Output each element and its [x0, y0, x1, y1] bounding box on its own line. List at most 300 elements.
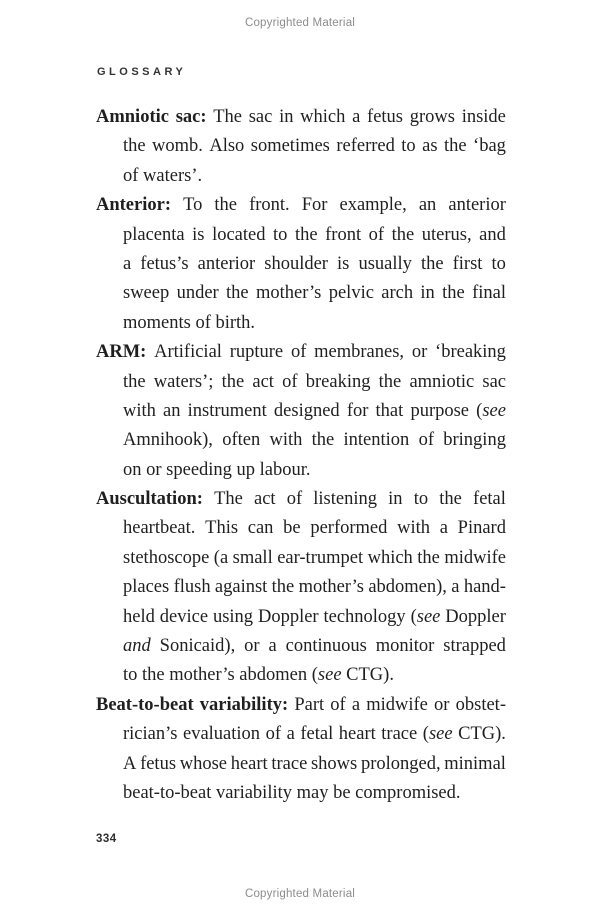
word-part: placenta — [123, 224, 185, 245]
word-part: or — [411, 342, 428, 363]
word — [434, 691, 449, 720]
glossary-entry — [96, 338, 506, 485]
word-part: hand- — [463, 577, 506, 598]
word-part: technology — [323, 606, 406, 627]
word — [286, 632, 367, 661]
text-line — [123, 720, 506, 749]
word — [269, 426, 302, 455]
copyright-notice-top: Copyrighted Material — [244, 17, 356, 29]
word — [264, 250, 328, 279]
word-part: obstet- — [455, 694, 506, 715]
word — [209, 132, 244, 161]
word-part: sac — [482, 371, 506, 392]
word — [273, 221, 287, 250]
word — [154, 368, 214, 397]
word-part: front — [325, 224, 362, 245]
word — [453, 250, 483, 279]
word-part: ( — [422, 724, 429, 745]
word-part: shoulder — [264, 253, 328, 274]
word — [445, 603, 506, 632]
word — [192, 221, 204, 250]
word-part: Part — [294, 694, 325, 715]
word-part: in — [420, 283, 435, 304]
word — [329, 279, 374, 308]
word — [123, 221, 185, 250]
word — [339, 191, 406, 220]
word — [310, 514, 387, 543]
word — [274, 397, 340, 426]
word-part: membranes, — [314, 342, 405, 363]
word-part: device — [159, 606, 209, 627]
word-part: places — [123, 577, 170, 598]
word — [419, 191, 436, 220]
word — [188, 397, 267, 426]
word — [226, 279, 249, 308]
word-part: a — [451, 577, 460, 598]
word-part: to — [413, 489, 429, 510]
word-part: act — [253, 489, 276, 510]
word — [222, 368, 245, 397]
word — [96, 191, 171, 220]
word — [198, 250, 256, 279]
word-part: an — [163, 400, 181, 421]
word — [448, 191, 506, 220]
text-line — [96, 485, 506, 514]
text-line — [123, 426, 506, 455]
word-part: is — [337, 253, 350, 274]
word — [140, 250, 188, 279]
word — [376, 632, 435, 661]
word — [361, 750, 441, 779]
word-part: that — [375, 400, 404, 421]
text-line — [123, 603, 506, 632]
word-part: of — [290, 342, 307, 363]
word-part: the — [271, 577, 295, 598]
word — [291, 338, 306, 367]
word-part: midwife — [366, 694, 428, 715]
word — [123, 750, 136, 779]
word-part: This — [205, 518, 239, 539]
word — [249, 191, 290, 220]
word-part: mother’s — [298, 577, 364, 598]
word-part: of — [330, 694, 346, 715]
word-part: the — [311, 430, 335, 451]
word — [254, 485, 276, 514]
word — [381, 720, 417, 749]
word — [412, 338, 427, 367]
word-part: amniotic — [409, 371, 475, 392]
word — [440, 514, 448, 543]
text-line — [123, 544, 506, 573]
word — [294, 691, 324, 720]
text-line — [96, 691, 506, 720]
word-part: a — [351, 694, 361, 715]
text-line — [123, 279, 506, 308]
word-part: midwife — [444, 547, 506, 568]
entry-term-word: Auscultation: — [96, 489, 203, 510]
word-part: be — [283, 518, 301, 539]
word — [421, 250, 444, 279]
word-part: A — [123, 753, 137, 774]
word-part: fetus’s — [140, 253, 189, 274]
word-part: intention — [343, 430, 410, 451]
word-part: or — [434, 694, 450, 715]
word-part: with — [397, 518, 430, 539]
word-part: rupture — [229, 342, 284, 363]
word-part: located — [212, 224, 266, 245]
word — [279, 103, 293, 132]
word-part: an — [418, 195, 437, 216]
word — [271, 750, 307, 779]
text-segment: on or speeding up labour. — [123, 459, 311, 480]
word-part: the — [378, 371, 402, 392]
word — [123, 132, 146, 161]
word — [376, 397, 404, 426]
word-part: the — [226, 283, 249, 304]
word-part: pelvic — [328, 283, 374, 304]
word-part: For — [301, 195, 328, 216]
word-part: with — [269, 430, 303, 451]
word-part: example, — [339, 195, 407, 216]
text-segment: to the mother’s abdomen ( — [123, 665, 318, 686]
word-part: minimal — [444, 753, 506, 774]
text-line — [123, 456, 506, 485]
word — [464, 573, 506, 602]
text-line — [123, 661, 506, 690]
word — [180, 750, 227, 779]
word-part: uterus, — [421, 224, 472, 245]
word-part: see — [428, 724, 453, 745]
text-line — [123, 221, 506, 250]
word — [272, 573, 295, 602]
word — [300, 720, 333, 749]
word-part: the — [221, 371, 245, 392]
word-part: The — [213, 107, 242, 127]
word-part: Amnihook), — [123, 430, 213, 451]
word — [283, 514, 300, 543]
word-part: CTG). — [458, 724, 506, 745]
word-part: the — [420, 253, 444, 274]
word-part: trace — [381, 724, 418, 745]
word-part: bringing — [443, 430, 506, 451]
word-part: Pinard — [457, 518, 506, 539]
word-part: of — [418, 430, 434, 451]
word — [123, 397, 156, 426]
word — [123, 720, 177, 749]
word — [458, 720, 506, 749]
word-part: a — [286, 724, 295, 745]
word — [302, 191, 328, 220]
word-part: ( — [476, 400, 483, 421]
word — [492, 250, 506, 279]
word — [123, 632, 151, 661]
word-part: fetus — [367, 107, 404, 127]
word-part: breaking — [305, 371, 371, 392]
word-part: a — [439, 518, 448, 539]
word — [160, 603, 208, 632]
word — [96, 103, 169, 132]
word-part: mother’s — [255, 283, 322, 304]
text-line — [96, 191, 506, 220]
text-line — [123, 162, 506, 191]
word — [268, 632, 276, 661]
word — [152, 132, 203, 161]
word — [96, 485, 203, 514]
word-part: Doppler — [445, 606, 506, 627]
word — [123, 368, 146, 397]
word-part: purpose — [410, 400, 470, 421]
word-part: ‘breaking — [435, 342, 506, 363]
word — [472, 279, 506, 308]
word — [311, 750, 357, 779]
word — [249, 103, 273, 132]
word — [183, 191, 202, 220]
word — [462, 103, 506, 132]
word — [344, 426, 410, 455]
word-part: performed — [310, 518, 388, 539]
word — [410, 103, 455, 132]
word-part: to — [273, 224, 288, 245]
word — [212, 221, 265, 250]
page-number: 334 — [96, 833, 117, 845]
word — [312, 426, 335, 455]
word — [339, 720, 376, 749]
word — [444, 544, 506, 573]
word-part: against — [214, 577, 268, 598]
word-part: of — [286, 489, 303, 510]
glossary-entry — [96, 691, 506, 809]
word-part: as — [422, 136, 438, 157]
word — [325, 221, 361, 250]
word — [248, 514, 274, 543]
word — [422, 221, 472, 250]
word — [358, 250, 411, 279]
word-part: which — [300, 107, 346, 127]
glossary-entry — [96, 103, 506, 191]
word-part: Doppler — [257, 606, 319, 627]
word — [352, 103, 360, 132]
text-line — [123, 779, 506, 808]
word — [458, 514, 506, 543]
text-line — [123, 514, 506, 543]
word-part: heart — [338, 724, 376, 745]
word — [123, 514, 195, 543]
word-part: waters’; — [153, 371, 214, 392]
word-part: womb. — [152, 136, 203, 157]
entry-term-word: ARM: — [96, 342, 147, 363]
word-part: fetus — [140, 753, 177, 774]
word — [337, 250, 349, 279]
word-part: fetal — [473, 489, 506, 510]
word-part: and — [123, 636, 151, 657]
word — [200, 691, 288, 720]
word — [417, 544, 440, 573]
word — [419, 426, 434, 455]
word — [123, 603, 155, 632]
word-part: in — [279, 107, 294, 127]
word-part: heart — [230, 753, 268, 774]
word-part: monitor — [375, 636, 435, 657]
word — [456, 691, 506, 720]
word — [423, 720, 453, 749]
word — [443, 426, 506, 455]
word-part: of — [368, 224, 385, 245]
word — [123, 544, 209, 573]
word-part: or — [244, 636, 260, 657]
text-line — [123, 750, 506, 779]
word-part: of — [282, 371, 298, 392]
word-part: with — [123, 400, 156, 421]
word — [435, 338, 506, 367]
word — [420, 279, 434, 308]
word-part: first — [452, 253, 483, 274]
word — [123, 573, 169, 602]
word-part: referred — [336, 136, 395, 157]
word — [392, 221, 415, 250]
word-part: Artificial — [154, 342, 222, 363]
word — [277, 544, 363, 573]
word — [233, 544, 273, 573]
word — [287, 485, 302, 514]
word-part: a — [352, 107, 361, 127]
word — [140, 750, 176, 779]
word-part: small — [232, 547, 273, 568]
word — [222, 426, 260, 455]
word — [444, 750, 506, 779]
word — [381, 279, 413, 308]
word — [476, 397, 506, 426]
word — [282, 368, 297, 397]
text-segment: see — [317, 665, 342, 686]
word — [330, 691, 345, 720]
word-part: ear-trumpet — [277, 547, 364, 568]
word — [231, 750, 268, 779]
entry-term-word: Amniotic — [96, 107, 169, 127]
word-part: shows — [310, 753, 358, 774]
word — [410, 397, 469, 426]
word-part: usually — [358, 253, 412, 274]
word — [266, 720, 281, 749]
word-part: often — [222, 430, 261, 451]
word — [451, 573, 459, 602]
word-part: prolonged, — [360, 753, 441, 774]
glossary-entry — [96, 485, 506, 691]
word-part: using — [212, 606, 254, 627]
word-part: flush — [173, 577, 211, 598]
word — [368, 573, 447, 602]
entry-term-word: variability: — [199, 694, 289, 715]
word-part: the — [391, 224, 415, 245]
text-segment: CTG). — [341, 665, 394, 686]
glossary-entries — [96, 103, 506, 808]
word — [258, 603, 319, 632]
word — [256, 279, 321, 308]
word — [369, 221, 384, 250]
text-line — [123, 573, 506, 602]
word — [160, 632, 236, 661]
word — [473, 485, 506, 514]
word — [174, 573, 211, 602]
word-part: and — [479, 224, 506, 245]
word-part: Also — [209, 136, 245, 157]
text-line — [123, 250, 506, 279]
word — [205, 514, 238, 543]
word — [213, 603, 253, 632]
word — [251, 132, 330, 161]
page-header-glossary: GLOSSARY — [97, 66, 187, 78]
word — [336, 132, 395, 161]
word — [230, 338, 283, 367]
word — [96, 691, 194, 720]
word — [368, 544, 413, 573]
word — [367, 103, 403, 132]
word-part: act — [252, 371, 274, 392]
word-part: in — [388, 489, 403, 510]
word — [214, 485, 243, 514]
text-line — [123, 132, 506, 161]
word — [409, 368, 474, 397]
word — [366, 691, 428, 720]
word — [123, 250, 131, 279]
entry-term-word: sac: — [175, 107, 207, 127]
word — [411, 603, 441, 632]
word-part: arch — [381, 283, 414, 304]
text-line — [123, 632, 506, 661]
word-part: see — [482, 400, 506, 421]
word — [323, 603, 405, 632]
word-part: evaluation — [183, 724, 261, 745]
word-part: sometimes — [250, 136, 330, 157]
word — [401, 132, 415, 161]
word-part: grows — [409, 107, 455, 127]
word — [479, 221, 506, 250]
word — [347, 397, 369, 426]
word-part: can — [247, 518, 274, 539]
word — [252, 368, 274, 397]
word-part: abdomen), — [368, 577, 447, 598]
word — [299, 573, 364, 602]
word — [473, 132, 506, 161]
word-part: which — [367, 547, 413, 568]
word-part: held — [123, 606, 155, 627]
word-part: see — [416, 606, 441, 627]
word-part: the — [442, 283, 465, 304]
word-part: is — [192, 224, 205, 245]
word-part: inside — [461, 107, 506, 127]
word-part: of — [265, 724, 282, 745]
word — [313, 485, 377, 514]
word — [154, 338, 222, 367]
word — [442, 279, 465, 308]
text-segment: moments of birth. — [123, 312, 256, 333]
text-line — [123, 368, 506, 397]
text-line — [96, 338, 506, 367]
word — [244, 632, 259, 661]
word — [214, 544, 228, 573]
word — [213, 103, 242, 132]
word-part: to — [401, 136, 416, 157]
word — [439, 485, 462, 514]
word-part: anterior — [448, 195, 506, 216]
word — [422, 132, 437, 161]
word-part: stethoscope — [123, 547, 210, 568]
text-segment: of waters’. — [123, 165, 203, 186]
word-part: the — [417, 547, 440, 568]
word — [379, 368, 402, 397]
word — [214, 191, 237, 220]
word-part: the — [439, 489, 462, 510]
word-part: rician’s — [123, 724, 178, 745]
